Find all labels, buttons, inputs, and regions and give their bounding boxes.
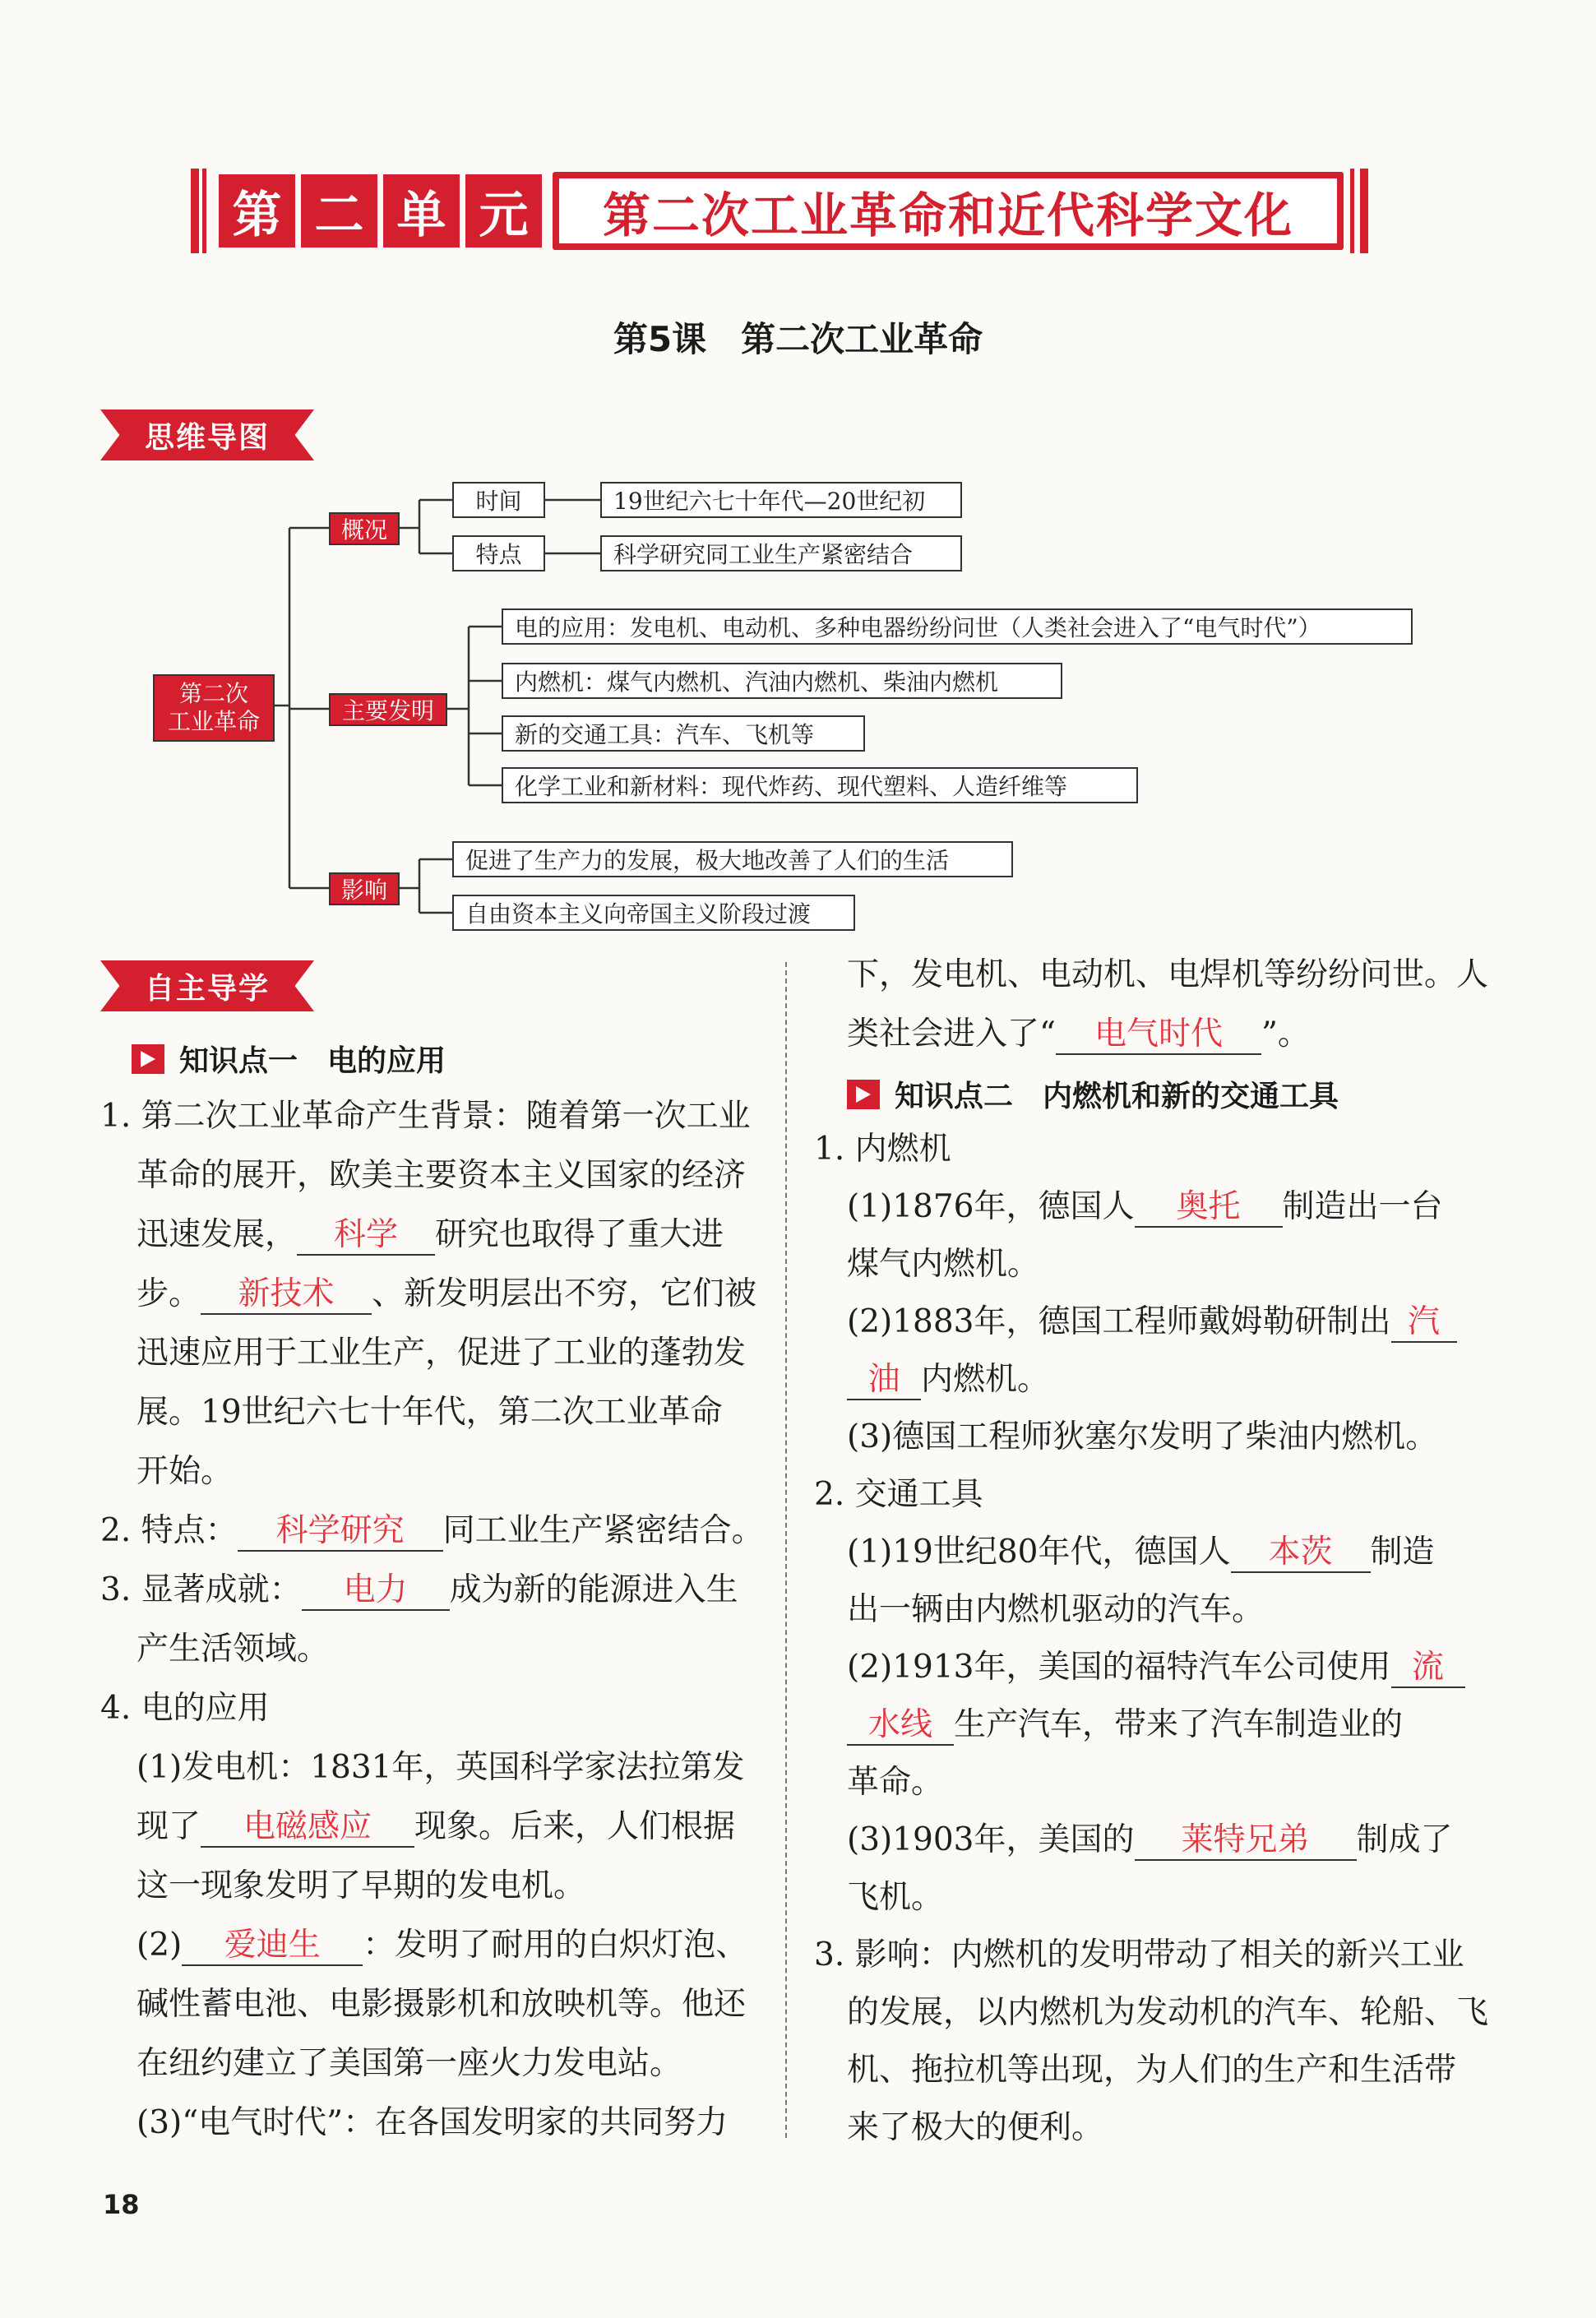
- triangle-icon: [132, 1044, 164, 1074]
- mindmap-value-time: 19世纪六七十年代—20世纪初: [600, 482, 962, 518]
- knowledge-point-1: 知识点一 电的应用: [132, 1038, 446, 1080]
- answer-blank[interactable]: 爱迪生: [182, 1927, 363, 1966]
- text-line: 的发展，以内燃机为发动机的汽车、轮船、飞: [847, 1994, 1489, 2031]
- text-line: 迅速应用于工业生产，促进了工业的蓬勃发: [136, 1335, 747, 1372]
- text-line: 1. 内燃机: [814, 1131, 951, 1168]
- mindmap-invention-chemical: 化学工业和新材料：现代炸药、现代塑料、人造纤维等: [502, 767, 1138, 803]
- text-line: (3)“电气时代”：在各国发明家的共同努力: [136, 2104, 729, 2141]
- text-line: (2)1913年，美国的福特汽车公司使用 流: [847, 1638, 1465, 1697]
- unit-label-char: 第: [219, 174, 295, 248]
- text-line: 产生活领域。: [136, 1631, 330, 1668]
- page-number: 18: [103, 2189, 140, 2220]
- answer-blank[interactable]: 莱特兄弟: [1135, 1821, 1357, 1861]
- text-line: 革命的展开，欧美主要资本主义国家的经济: [136, 1157, 747, 1194]
- triangle-icon: [847, 1080, 880, 1109]
- text-line: 步。 新技术 、新发明层出不穷，它们被: [136, 1265, 756, 1324]
- mindmap-value-feature: 科学研究同工业生产紧密结合: [600, 535, 962, 571]
- lesson-title: 第5课 第二次工业革命: [613, 319, 983, 359]
- answer-blank[interactable]: 电磁感应: [201, 1808, 414, 1848]
- text-line: 在纽约建立了美国第一座火力发电站。: [136, 2045, 682, 2082]
- mindmap-root: 第二次 工业革命: [153, 674, 275, 742]
- answer-blank[interactable]: 科学研究: [238, 1512, 443, 1552]
- section-tag-self-study: 自主导学: [100, 960, 314, 1011]
- text-line: 水线 生产汽车，带来了汽车制造业的: [847, 1696, 1403, 1755]
- text-line: (1)发电机：1831年，英国科学家法拉第发: [136, 1749, 745, 1786]
- mindmap-invention-transport: 新的交通工具：汽车、飞机等: [502, 715, 865, 752]
- answer-blank[interactable]: 油: [847, 1361, 921, 1400]
- text-line: 迅速发展， 科学 研究也取得了重大进: [136, 1205, 724, 1265]
- answer-blank[interactable]: 新技术: [201, 1275, 372, 1315]
- mindmap-branch-overview: 概况: [329, 512, 400, 545]
- text-line: 革命。: [847, 1764, 944, 1801]
- text-line: 这一现象发明了早期的发电机。: [136, 1867, 586, 1904]
- column-divider: [785, 962, 787, 2138]
- text-line: 开始。: [136, 1453, 234, 1490]
- text-line: 类社会进入了“ 电气时代 ”。: [847, 1005, 1310, 1064]
- text-line: 展。19世纪六七十年代，第二次工业革命: [136, 1394, 723, 1431]
- mindmap-impact-transition: 自由资本主义向帝国主义阶段过渡: [452, 895, 855, 931]
- unit-label-char: 元: [465, 174, 542, 248]
- text-line: 碱性蓄电池、电影摄影机和放映机等。他还: [136, 1986, 747, 2023]
- mindmap-impact-productivity: 促进了生产力的发展，极大地改善了人们的生活: [452, 841, 1013, 877]
- answer-blank[interactable]: 本茨: [1231, 1534, 1371, 1573]
- mindmap-invention-engine: 内燃机：煤气内燃机、汽油内燃机、柴油内燃机: [502, 663, 1062, 699]
- unit-label-char: 单: [383, 174, 460, 248]
- unit-title: 第二次工业革命和近代科学文化: [559, 178, 1337, 243]
- answer-blank[interactable]: 水线: [847, 1706, 954, 1746]
- text-line: 来了极大的便利。: [847, 2109, 1104, 2146]
- text-line: 3. 影响：内燃机的发明带动了相关的新兴工业: [814, 1936, 1464, 1973]
- text-line: 下，发电机、电动机、电焊机等纷纷问世。人: [847, 956, 1489, 993]
- mindmap-branch-impact: 影响: [329, 872, 400, 905]
- text-line: 飞机。: [847, 1879, 944, 1916]
- text-line: 出一辆由内燃机驱动的汽车。: [847, 1591, 1265, 1628]
- mindmap-invention-electricity: 电的应用：发电机、电动机、多种电器纷纷问世（人类社会进入了“电气时代”）: [502, 608, 1413, 645]
- text-line: 3. 显著成就： 电力 成为新的能源进入生: [100, 1561, 738, 1620]
- text-line: 油 内燃机。: [847, 1350, 1049, 1409]
- text-line: 现了 电磁感应 现象。后来，人们根据: [136, 1797, 735, 1857]
- text-line: 1. 第二次工业革命产生背景：随着第一次工业: [100, 1098, 751, 1135]
- answer-blank[interactable]: 奥托: [1135, 1188, 1283, 1228]
- text-line: 煤气内燃机。: [847, 1246, 1040, 1283]
- unit-label-char: 二: [301, 174, 377, 248]
- mindmap-key-feature: 特点: [452, 535, 545, 571]
- text-line: 4. 电的应用: [100, 1690, 270, 1727]
- text-line: (2)1883年，德国工程师戴姆勒研制出 汽: [847, 1293, 1457, 1352]
- text-line: 机、拖拉机等出现，为人们的生产和生活带: [847, 2052, 1457, 2089]
- knowledge-point-2: 知识点二 内燃机和新的交通工具: [847, 1073, 1339, 1115]
- text-line: (1)19世纪80年代，德国人 本茨 制造: [847, 1523, 1435, 1582]
- text-line: (3)德国工程师狄塞尔发明了柴油内燃机。: [847, 1418, 1438, 1455]
- mindmap-key-time: 时间: [452, 482, 545, 518]
- answer-blank[interactable]: 电气时代: [1056, 1016, 1261, 1055]
- answer-blank[interactable]: 汽: [1391, 1303, 1457, 1343]
- text-line: (1)1876年，德国人 奥托 制造出一台: [847, 1178, 1443, 1237]
- text-line: 2. 交通工具: [814, 1476, 983, 1513]
- section-tag-mindmap: 思维导图: [100, 409, 314, 460]
- text-line: (3)1903年，美国的 莱特兄弟 制成了: [847, 1811, 1453, 1870]
- answer-blank[interactable]: 流: [1391, 1649, 1465, 1688]
- mindmap-branch-inventions: 主要发明: [329, 693, 447, 726]
- answer-blank[interactable]: 电力: [302, 1571, 450, 1611]
- answer-blank[interactable]: 科学: [297, 1216, 435, 1256]
- text-line: (2) 爱迪生 ：发明了耐用的白炽灯泡、: [136, 1916, 747, 1975]
- text-line: 2. 特点： 科学研究 同工业生产紧密结合。: [100, 1501, 764, 1561]
